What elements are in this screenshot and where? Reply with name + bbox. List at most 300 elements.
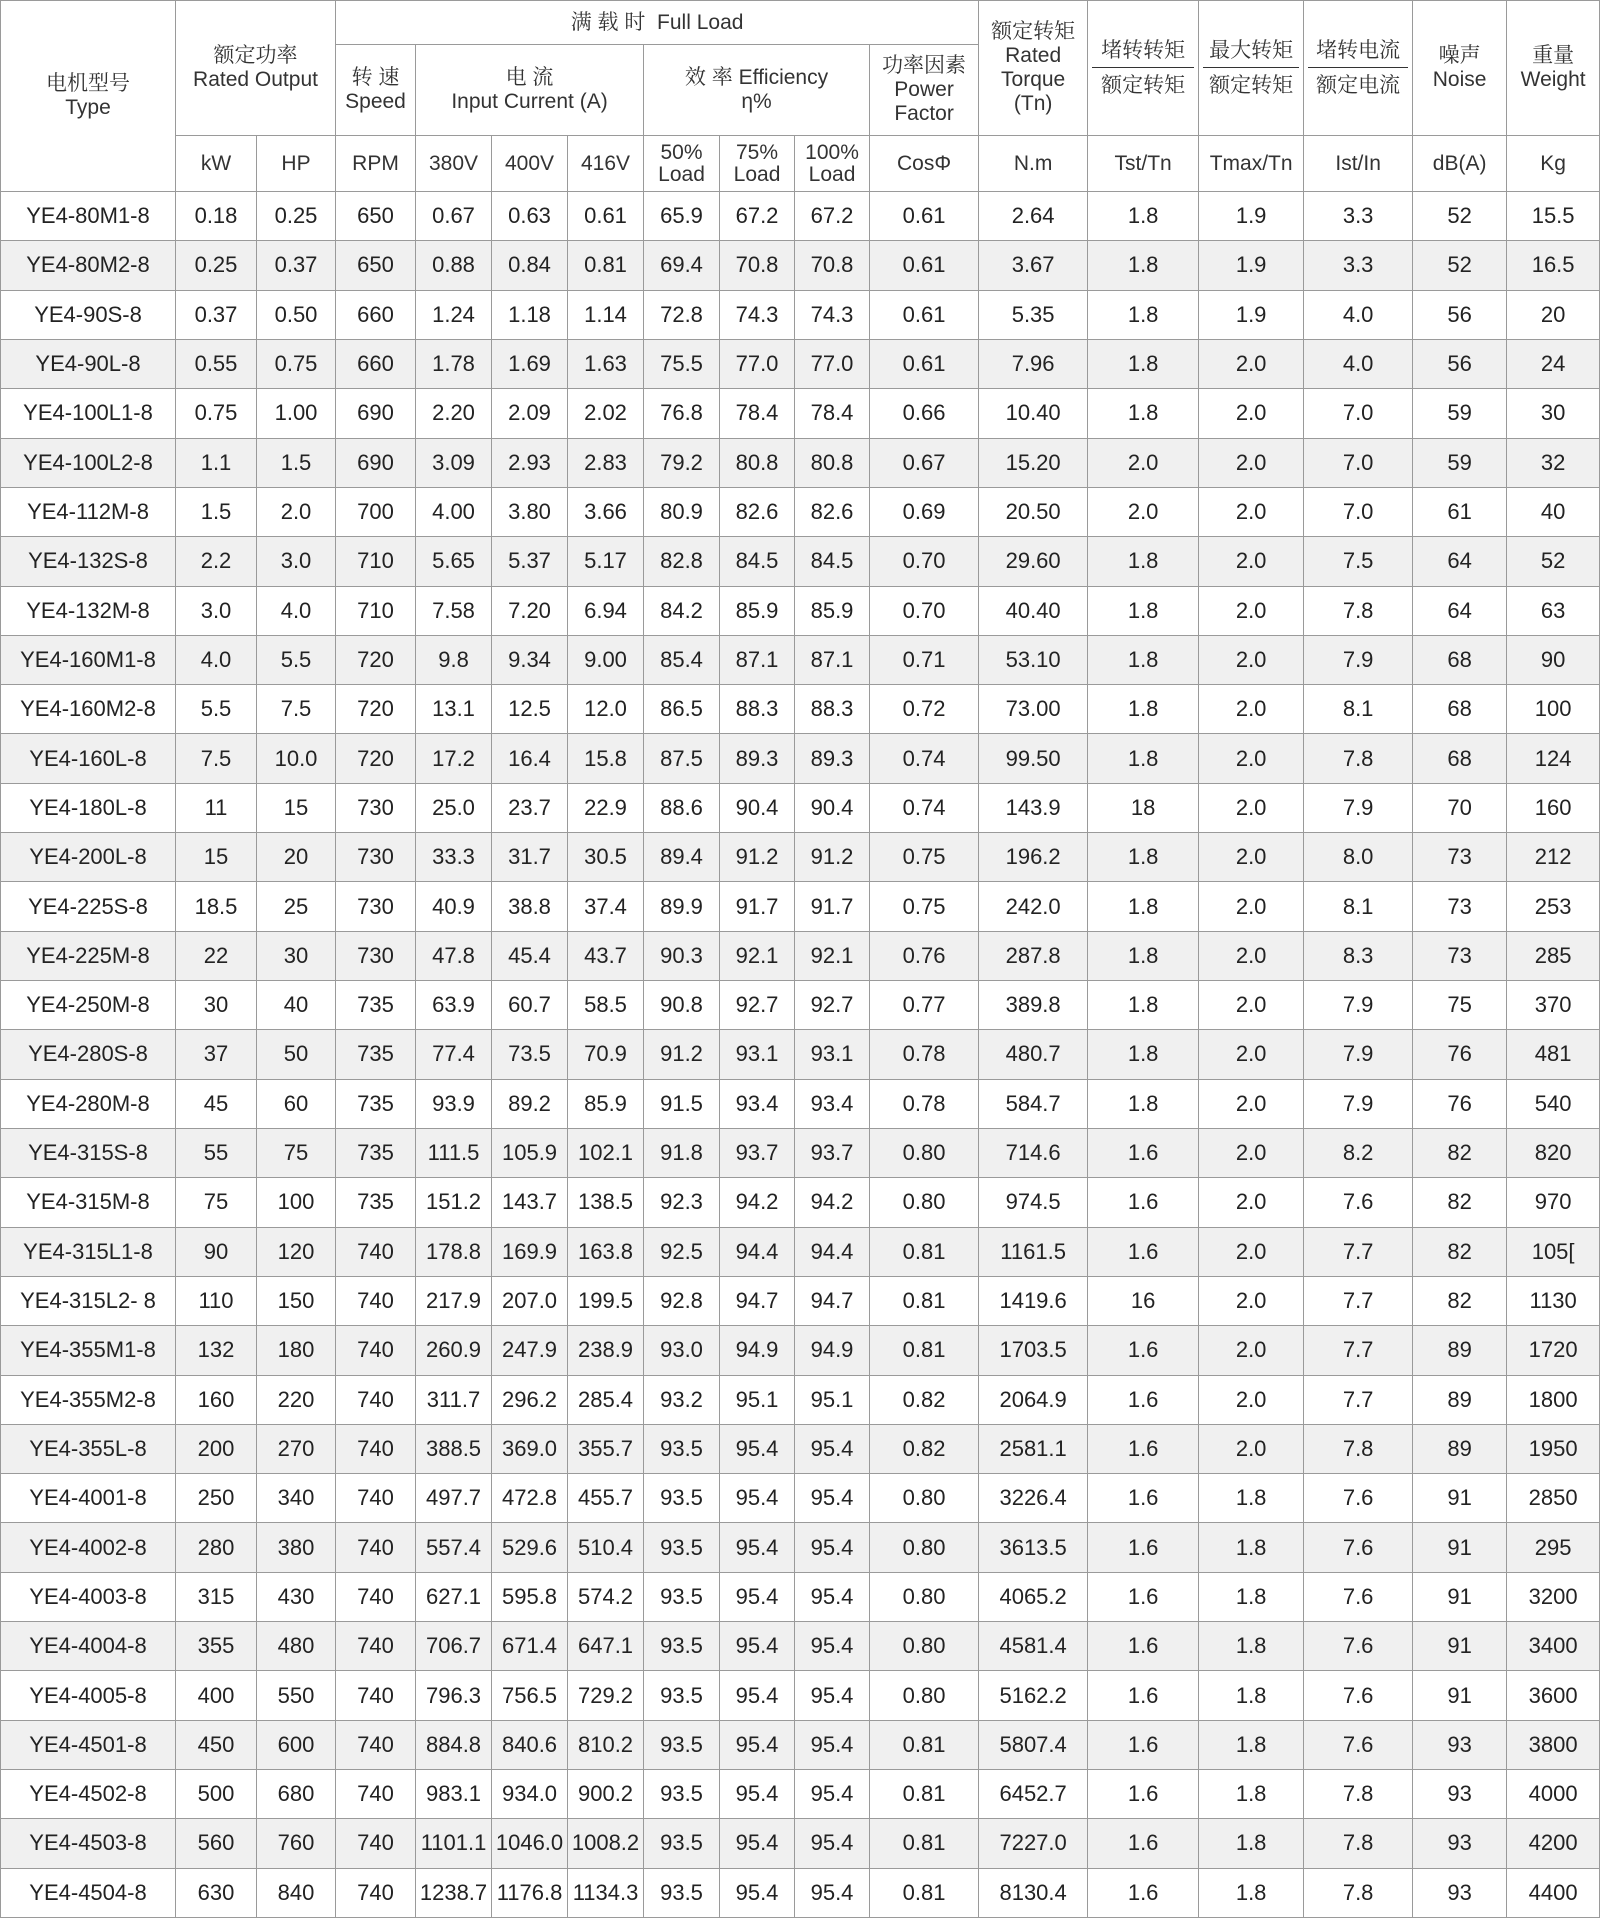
table-row: [1, 1474, 1600, 1523]
cell-rpm: 740: [336, 1474, 416, 1523]
cell-torque: 2.64: [979, 192, 1088, 241]
cell-weight: 3600: [1507, 1671, 1600, 1720]
cell-weight: 3400: [1507, 1622, 1600, 1671]
cell-cosphi: 0.75: [870, 882, 979, 931]
cell-i416: 9.00: [568, 635, 644, 684]
cell-cosphi: 0.81: [870, 1276, 979, 1325]
cell-ist-in: 8.1: [1304, 685, 1413, 734]
cell-cosphi: 0.82: [870, 1424, 979, 1473]
cell-i380: 311.7: [416, 1375, 492, 1424]
cell-type: YE4-4502-8: [1, 1770, 176, 1819]
cell-eff50: 93.5: [644, 1720, 720, 1769]
cell-ist-in: 7.7: [1304, 1276, 1413, 1325]
cell-hp: 60: [257, 1079, 336, 1128]
cell-noise: 82: [1413, 1276, 1507, 1325]
table-row: [1, 487, 1600, 536]
cell-noise: 82: [1413, 1178, 1507, 1227]
cell-eff75: 94.4: [720, 1227, 795, 1276]
cell-weight: 160: [1507, 783, 1600, 832]
cell-torque: 714.6: [979, 1128, 1088, 1177]
header-locked-current: [1304, 1, 1413, 136]
cell-weight: 1720: [1507, 1326, 1600, 1375]
cell-i380: 884.8: [416, 1720, 492, 1769]
cell-tmax-tn: 2.0: [1199, 1424, 1304, 1473]
cell-eff100: 95.4: [795, 1770, 870, 1819]
unit-50-load-pct: 50%: [660, 140, 703, 164]
table-row: [1, 1671, 1600, 1720]
cell-type: YE4-160L-8: [1, 734, 176, 783]
cell-i380: 627.1: [416, 1572, 492, 1621]
cell-hp: 1.5: [257, 438, 336, 487]
cell-eff100: 87.1: [795, 635, 870, 684]
cell-i400: 5.37: [492, 537, 568, 586]
cell-eff100: 94.4: [795, 1227, 870, 1276]
cell-type: YE4-225S-8: [1, 882, 176, 931]
cell-tmax-tn: 1.9: [1199, 241, 1304, 290]
cell-tmax-tn: 2.0: [1199, 586, 1304, 635]
header-efficiency-en: Efficiency: [738, 66, 829, 89]
header-noise: [1413, 1, 1507, 136]
cell-torque: 73.00: [979, 685, 1088, 734]
cell-tmax-tn: 2.0: [1199, 833, 1304, 882]
cell-eff50: 89.9: [644, 882, 720, 931]
cell-cosphi: 0.72: [870, 685, 979, 734]
cell-weight: 1130: [1507, 1276, 1600, 1325]
cell-hp: 3.0: [257, 537, 336, 586]
cell-eff100: 95.4: [795, 1523, 870, 1572]
table-row: [1, 389, 1600, 438]
cell-kw: 45: [176, 1079, 257, 1128]
cell-noise: 56: [1413, 290, 1507, 339]
cell-eff75: 92.7: [720, 981, 795, 1030]
cell-kw: 1.5: [176, 487, 257, 536]
cell-type: YE4-100L1-8: [1, 389, 176, 438]
cell-i416: 810.2: [568, 1720, 644, 1769]
cell-i400: 2.93: [492, 438, 568, 487]
cell-torque: 3613.5: [979, 1523, 1088, 1572]
cell-i416: 238.9: [568, 1326, 644, 1375]
cell-cosphi: 0.74: [870, 734, 979, 783]
cell-eff50: 85.4: [644, 635, 720, 684]
cell-weight: 100: [1507, 685, 1600, 734]
cell-i400: 7.20: [492, 586, 568, 635]
cell-i400: 0.63: [492, 192, 568, 241]
cell-type: YE4-315L1-8: [1, 1227, 176, 1276]
header-full-load-zh: 满 载 时: [570, 10, 646, 34]
cell-eff100: 77.0: [795, 339, 870, 388]
cell-i416: 70.9: [568, 1030, 644, 1079]
cell-i416: 85.9: [568, 1079, 644, 1128]
cell-tst-tn: 1.8: [1088, 241, 1199, 290]
cell-i400: 16.4: [492, 734, 568, 783]
header-weight: [1507, 1, 1600, 136]
cell-tmax-tn: 1.9: [1199, 290, 1304, 339]
cell-rpm: 740: [336, 1276, 416, 1325]
cell-noise: 75: [1413, 981, 1507, 1030]
cell-hp: 5.5: [257, 635, 336, 684]
cell-tst-tn: 1.6: [1088, 1572, 1199, 1621]
cell-torque: 40.40: [979, 586, 1088, 635]
cell-eff50: 93.5: [644, 1572, 720, 1621]
cell-hp: 40: [257, 981, 336, 1030]
cell-eff75: 94.2: [720, 1178, 795, 1227]
header-full-load-en: Full Load: [657, 10, 744, 34]
cell-eff75: 95.4: [720, 1572, 795, 1621]
cell-i380: 13.1: [416, 685, 492, 734]
cell-eff75: 84.5: [720, 537, 795, 586]
cell-i416: 12.0: [568, 685, 644, 734]
cell-hp: 150: [257, 1276, 336, 1325]
cell-kw: 400: [176, 1671, 257, 1720]
cell-i400: 9.34: [492, 635, 568, 684]
header-power-factor: [870, 45, 979, 136]
cell-tmax-tn: 2.0: [1199, 931, 1304, 980]
header-type: [1, 1, 176, 192]
cell-eff75: 88.3: [720, 685, 795, 734]
cell-tst-tn: 1.6: [1088, 1523, 1199, 1572]
cell-weight: 32: [1507, 438, 1600, 487]
cell-ist-in: 7.8: [1304, 1868, 1413, 1917]
cell-noise: 91: [1413, 1671, 1507, 1720]
cell-i380: 0.88: [416, 241, 492, 290]
table-row: [1, 1868, 1600, 1917]
cell-eff75: 74.3: [720, 290, 795, 339]
cell-type: YE4-90L-8: [1, 339, 176, 388]
cell-weight: 124: [1507, 734, 1600, 783]
cell-eff75: 90.4: [720, 783, 795, 832]
cell-eff75: 95.4: [720, 1671, 795, 1720]
cell-type: YE4-80M1-8: [1, 192, 176, 241]
unit-75-load-pct: 75%: [736, 140, 779, 164]
cell-noise: 59: [1413, 438, 1507, 487]
cell-type: YE4-4003-8: [1, 1572, 176, 1621]
cell-type: YE4-280M-8: [1, 1079, 176, 1128]
table-row: [1, 783, 1600, 832]
header-max-torque-bottom: 额定转矩: [1209, 73, 1294, 97]
cell-i400: 671.4: [492, 1622, 568, 1671]
cell-type: YE4-80M2-8: [1, 241, 176, 290]
cell-i400: 31.7: [492, 833, 568, 882]
table-row: [1, 339, 1600, 388]
cell-noise: 93: [1413, 1770, 1507, 1819]
cell-tst-tn: 1.8: [1088, 635, 1199, 684]
cell-eff75: 93.7: [720, 1128, 795, 1177]
cell-i380: 1.78: [416, 339, 492, 388]
cell-cosphi: 0.61: [870, 241, 979, 290]
cell-i400: 60.7: [492, 981, 568, 1030]
cell-eff50: 91.2: [644, 1030, 720, 1079]
cell-ist-in: 7.9: [1304, 635, 1413, 684]
cell-eff50: 92.3: [644, 1178, 720, 1227]
cell-cosphi: 0.80: [870, 1572, 979, 1621]
cell-noise: 64: [1413, 586, 1507, 635]
cell-kw: 2.2: [176, 537, 257, 586]
unit-tst: Tst/Tn: [1088, 136, 1199, 192]
cell-eff100: 90.4: [795, 783, 870, 832]
cell-rpm: 735: [336, 1079, 416, 1128]
cell-hp: 15: [257, 783, 336, 832]
cell-eff75: 95.4: [720, 1868, 795, 1917]
cell-weight: 63: [1507, 586, 1600, 635]
cell-tst-tn: 1.8: [1088, 981, 1199, 1030]
cell-weight: 3800: [1507, 1720, 1600, 1769]
cell-torque: 2581.1: [979, 1424, 1088, 1473]
cell-torque: 29.60: [979, 537, 1088, 586]
cell-noise: 93: [1413, 1720, 1507, 1769]
table-row: [1, 537, 1600, 586]
cell-eff100: 91.7: [795, 882, 870, 931]
cell-tst-tn: 1.8: [1088, 734, 1199, 783]
cell-rpm: 735: [336, 1178, 416, 1227]
cell-i380: 3.09: [416, 438, 492, 487]
cell-rpm: 690: [336, 389, 416, 438]
cell-rpm: 740: [336, 1572, 416, 1621]
cell-weight: 4000: [1507, 1770, 1600, 1819]
header-current-en: Input Current (A): [451, 90, 608, 113]
cell-ist-in: 4.0: [1304, 290, 1413, 339]
cell-torque: 5162.2: [979, 1671, 1088, 1720]
cell-torque: 10.40: [979, 389, 1088, 438]
cell-eff75: 91.7: [720, 882, 795, 931]
cell-hp: 10.0: [257, 734, 336, 783]
cell-type: YE4-4005-8: [1, 1671, 176, 1720]
cell-eff100: 74.3: [795, 290, 870, 339]
cell-tmax-tn: 2.0: [1199, 487, 1304, 536]
table-row: [1, 1030, 1600, 1079]
cell-torque: 53.10: [979, 635, 1088, 684]
cell-i380: 63.9: [416, 981, 492, 1030]
cell-cosphi: 0.61: [870, 290, 979, 339]
cell-hp: 25: [257, 882, 336, 931]
cell-noise: 89: [1413, 1424, 1507, 1473]
cell-eff100: 93.4: [795, 1079, 870, 1128]
cell-i400: 1.18: [492, 290, 568, 339]
cell-rpm: 740: [336, 1819, 416, 1868]
cell-cosphi: 0.67: [870, 438, 979, 487]
cell-i380: 0.67: [416, 192, 492, 241]
cell-eff50: 82.8: [644, 537, 720, 586]
cell-tmax-tn: 2.0: [1199, 389, 1304, 438]
cell-kw: 450: [176, 1720, 257, 1769]
unit-100-load-pct: 100%: [805, 140, 859, 164]
cell-i400: 207.0: [492, 1276, 568, 1325]
table-row: [1, 1375, 1600, 1424]
cell-i416: 102.1: [568, 1128, 644, 1177]
header-efficiency-unit: η%: [741, 90, 772, 113]
cell-noise: 91: [1413, 1474, 1507, 1523]
header-rated-torque: [979, 1, 1088, 136]
cell-i400: 296.2: [492, 1375, 568, 1424]
cell-kw: 315: [176, 1572, 257, 1621]
cell-i380: 2.20: [416, 389, 492, 438]
table-row: [1, 1720, 1600, 1769]
cell-i416: 510.4: [568, 1523, 644, 1572]
cell-i380: 497.7: [416, 1474, 492, 1523]
cell-ist-in: 4.0: [1304, 339, 1413, 388]
cell-kw: 3.0: [176, 586, 257, 635]
header-rated-torque-en2: Torque: [1001, 68, 1066, 91]
header-rated-output-en: Rated Output: [193, 68, 318, 91]
cell-rpm: 660: [336, 339, 416, 388]
cell-rpm: 710: [336, 586, 416, 635]
cell-rpm: 650: [336, 192, 416, 241]
cell-tmax-tn: 2.0: [1199, 1178, 1304, 1227]
cell-i380: 706.7: [416, 1622, 492, 1671]
cell-kw: 0.25: [176, 241, 257, 290]
cell-i416: 22.9: [568, 783, 644, 832]
cell-i400: 247.9: [492, 1326, 568, 1375]
cell-type: YE4-315L2- 8: [1, 1276, 176, 1325]
table-row: [1, 1079, 1600, 1128]
cell-eff50: 93.5: [644, 1819, 720, 1868]
cell-weight: 40: [1507, 487, 1600, 536]
cell-kw: 37: [176, 1030, 257, 1079]
cell-hp: 340: [257, 1474, 336, 1523]
cell-eff100: 92.7: [795, 981, 870, 1030]
cell-tmax-tn: 1.8: [1199, 1572, 1304, 1621]
cell-weight: 24: [1507, 339, 1600, 388]
cell-cosphi: 0.81: [870, 1227, 979, 1276]
cell-rpm: 720: [336, 635, 416, 684]
cell-tst-tn: 1.6: [1088, 1375, 1199, 1424]
cell-eff100: 95.1: [795, 1375, 870, 1424]
cell-noise: 61: [1413, 487, 1507, 536]
unit-75-load: [720, 136, 795, 192]
cell-eff50: 93.5: [644, 1523, 720, 1572]
table-row: [1, 931, 1600, 980]
cell-cosphi: 0.80: [870, 1474, 979, 1523]
cell-torque: 3226.4: [979, 1474, 1088, 1523]
cell-torque: 1419.6: [979, 1276, 1088, 1325]
cell-rpm: 740: [336, 1868, 416, 1917]
cell-ist-in: 7.8: [1304, 1819, 1413, 1868]
header-rated-output: [176, 1, 336, 136]
cell-cosphi: 0.78: [870, 1079, 979, 1128]
cell-noise: 52: [1413, 192, 1507, 241]
cell-cosphi: 0.78: [870, 1030, 979, 1079]
cell-tmax-tn: 2.0: [1199, 1227, 1304, 1276]
cell-cosphi: 0.77: [870, 981, 979, 1030]
cell-kw: 0.18: [176, 192, 257, 241]
cell-i416: 0.61: [568, 192, 644, 241]
cell-ist-in: 7.8: [1304, 734, 1413, 783]
cell-i400: 1.69: [492, 339, 568, 388]
cell-type: YE4-315M-8: [1, 1178, 176, 1227]
cell-kw: 355: [176, 1622, 257, 1671]
cell-i380: 93.9: [416, 1079, 492, 1128]
cell-weight: 253: [1507, 882, 1600, 931]
cell-tmax-tn: 1.9: [1199, 192, 1304, 241]
table-row: [1, 1622, 1600, 1671]
cell-rpm: 740: [336, 1424, 416, 1473]
header-speed: [336, 45, 416, 136]
cell-torque: 6452.7: [979, 1770, 1088, 1819]
cell-hp: 680: [257, 1770, 336, 1819]
cell-eff50: 80.9: [644, 487, 720, 536]
cell-tst-tn: 1.8: [1088, 192, 1199, 241]
cell-eff100: 92.1: [795, 931, 870, 980]
cell-weight: 481: [1507, 1030, 1600, 1079]
cell-ist-in: 7.8: [1304, 1770, 1413, 1819]
cell-tst-tn: 1.6: [1088, 1227, 1199, 1276]
cell-hp: 2.0: [257, 487, 336, 536]
cell-i380: 7.58: [416, 586, 492, 635]
cell-tmax-tn: 2.0: [1199, 1375, 1304, 1424]
cell-tst-tn: 1.8: [1088, 290, 1199, 339]
unit-50-load: [644, 136, 720, 192]
cell-type: YE4-132S-8: [1, 537, 176, 586]
cell-tmax-tn: 2.0: [1199, 339, 1304, 388]
cell-weight: 52: [1507, 537, 1600, 586]
cell-weight: 90: [1507, 635, 1600, 684]
table-row: [1, 1128, 1600, 1177]
unit-416v: 416V: [568, 136, 644, 192]
cell-kw: 7.5: [176, 734, 257, 783]
cell-torque: 480.7: [979, 1030, 1088, 1079]
cell-tst-tn: 2.0: [1088, 487, 1199, 536]
cell-eff100: 84.5: [795, 537, 870, 586]
cell-eff50: 75.5: [644, 339, 720, 388]
cell-kw: 200: [176, 1424, 257, 1473]
cell-torque: 389.8: [979, 981, 1088, 1030]
header-weight-zh: 重量: [1532, 44, 1575, 67]
cell-i400: 89.2: [492, 1079, 568, 1128]
cell-eff50: 93.5: [644, 1474, 720, 1523]
header-locked-torque-bottom: 额定转矩: [1101, 73, 1186, 97]
cell-noise: 68: [1413, 635, 1507, 684]
cell-cosphi: 0.81: [870, 1868, 979, 1917]
cell-kw: 250: [176, 1474, 257, 1523]
cell-tmax-tn: 1.8: [1199, 1720, 1304, 1769]
cell-eff50: 89.4: [644, 833, 720, 882]
header-current: [416, 45, 644, 136]
cell-i380: 17.2: [416, 734, 492, 783]
cell-hp: 180: [257, 1326, 336, 1375]
cell-weight: 3200: [1507, 1572, 1600, 1621]
cell-i400: 143.7: [492, 1178, 568, 1227]
cell-i416: 285.4: [568, 1375, 644, 1424]
cell-eff75: 95.4: [720, 1474, 795, 1523]
cell-noise: 64: [1413, 537, 1507, 586]
cell-tmax-tn: 2.0: [1199, 635, 1304, 684]
cell-i400: 12.5: [492, 685, 568, 734]
cell-cosphi: 0.70: [870, 586, 979, 635]
cell-eff100: 78.4: [795, 389, 870, 438]
cell-hp: 0.25: [257, 192, 336, 241]
cell-rpm: 740: [336, 1326, 416, 1375]
cell-i416: 199.5: [568, 1276, 644, 1325]
unit-100-load-word: Load: [808, 162, 856, 186]
cell-tst-tn: 1.6: [1088, 1128, 1199, 1177]
cell-hp: 1.00: [257, 389, 336, 438]
cell-hp: 120: [257, 1227, 336, 1276]
cell-ist-in: 7.8: [1304, 586, 1413, 635]
header-locked-current-bottom: 额定电流: [1316, 73, 1401, 97]
cell-i416: 900.2: [568, 1770, 644, 1819]
cell-cosphi: 0.66: [870, 389, 979, 438]
cell-i416: 574.2: [568, 1572, 644, 1621]
cell-weight: 30: [1507, 389, 1600, 438]
cell-noise: 76: [1413, 1030, 1507, 1079]
cell-i380: 111.5: [416, 1128, 492, 1177]
cell-eff50: 93.5: [644, 1868, 720, 1917]
cell-tst-tn: 1.6: [1088, 1326, 1199, 1375]
table-row: [1, 833, 1600, 882]
cell-eff50: 93.5: [644, 1622, 720, 1671]
cell-type: YE4-4004-8: [1, 1622, 176, 1671]
unit-400v: 400V: [492, 136, 568, 192]
cell-type: YE4-4503-8: [1, 1819, 176, 1868]
